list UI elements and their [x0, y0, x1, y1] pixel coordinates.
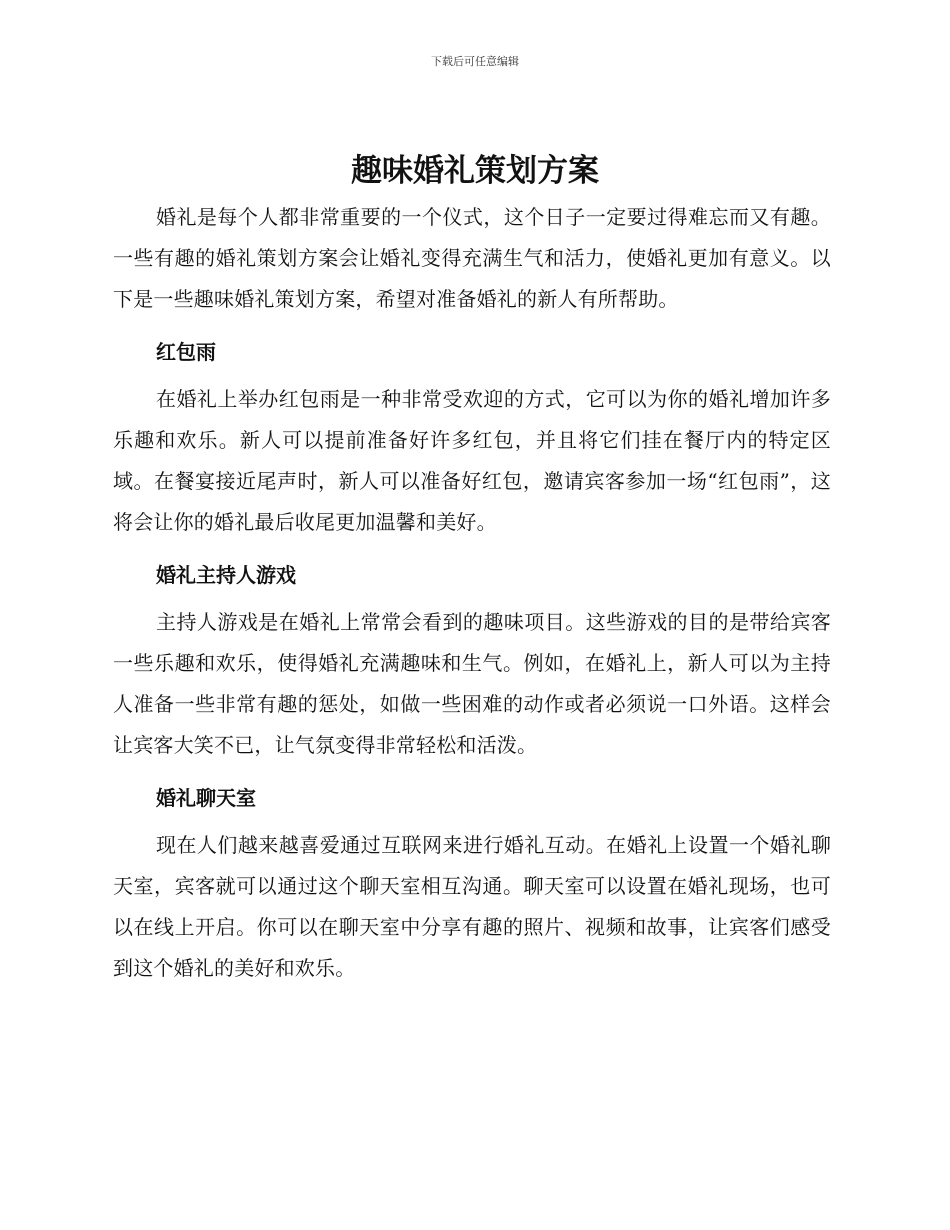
- section-heading-wedding-chatroom: 婚礼聊天室: [156, 786, 256, 810]
- section-body-red-envelope-rain: 在婚礼上举办红包雨是一种非常受欢迎的方式，它可以为你的婚礼增加许多乐趣和欢乐。新人可以提前准备好许多红包，并且将它们挂在餐厅内的特定区域。在餐宴接近尾声时，新人可以准备好红包，邀请宾客参加一场“红包雨”，这将会让你的婚礼最后收尾更加温馨和美好。: [113, 387, 831, 534]
- header-note: 下载后可任意编辑: [431, 55, 519, 68]
- document-title: 趣味婚礼策划方案: [351, 153, 599, 189]
- section-body-wedding-chatroom: 现在人们越来越喜爱通过互联网来进行婚礼互动。在婚礼上设置一个婚礼聊天室，宾客就可以通过这个聊天室相互沟通。聊天室可以设置在婚礼现场，也可以在线上开启。你可以在聊天室中分享有趣的照片、视频和故事，让宾客们感受到这个婚礼的美好和欢乐。: [113, 833, 831, 980]
- document-content: [113, 197, 831, 989]
- section-body-host-games: 主持人游戏是在婚礼上常常会看到的趣味项目。这些游戏的目的是带给宾客一些乐趣和欢乐，使得婚礼充满趣味和生气。例如，在婚礼上，新人可以为主持人准备一些非常有趣的惩处，如做一些困难的动作或者必须说一口外语。这样会让宾客大笑不已，让气氛变得非常轻松和活泼。: [113, 610, 831, 757]
- section-heading-host-games: 婚礼主持人游戏: [156, 563, 296, 587]
- section-heading-red-envelope-rain: 红包雨: [156, 340, 216, 364]
- intro-paragraph: 婚礼是每个人都非常重要的一个仪式，这个日子一定要过得难忘而又有趣。一些有趣的婚礼策划方案会让婚礼变得充满生气和活力，使婚礼更加有意义。以下是一些趣味婚礼策划方案，希望对准备婚礼的新人有所帮助。: [113, 205, 831, 311]
